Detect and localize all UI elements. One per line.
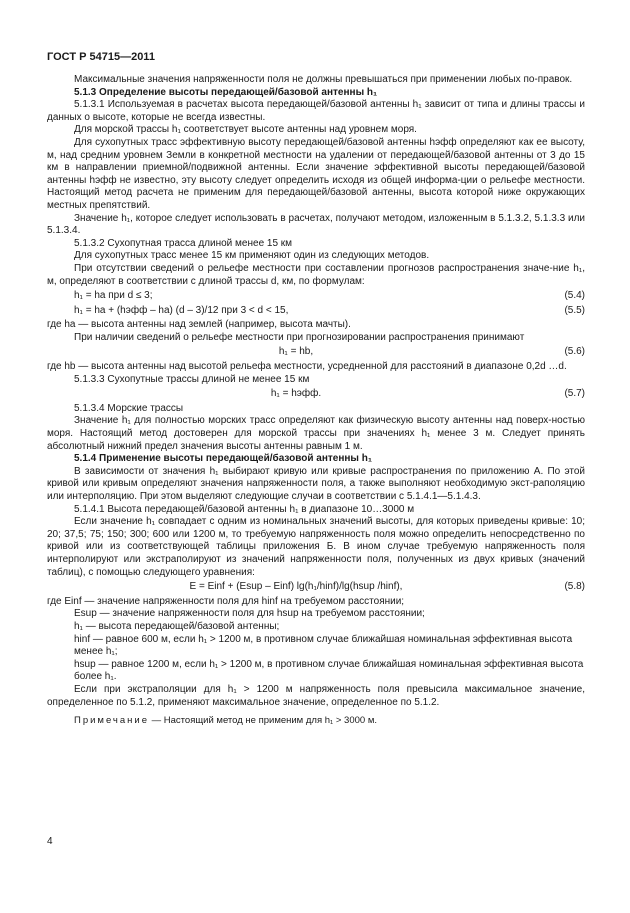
formula-row <box>47 581 585 594</box>
formula-expression: h₁ = hа + (hэфф – hа) (d – 3)/12 при 3 < d < 15, <box>74 304 289 316</box>
formula-number: (5.6) <box>564 346 585 358</box>
definition: где hа — высота антенны над землей (например, высота мачты). <box>47 319 351 331</box>
paragraph: 5.1.3.1 Используемая в расчетах высота передающей/базовой антенны h₁ зависит от типа и длины трассы и данных о высоте, которые не всегда известны. <box>47 99 585 123</box>
definition: hsup — равное 1200 м, если h₁ > 1200 м, в противном случае ближайшая номинальная эффективная высота более h₁. <box>74 658 584 683</box>
document-body <box>47 74 585 728</box>
note-text: — Настоящий метод не применим для h₁ > 3000 м. <box>151 715 377 727</box>
paragraph: Значение h₁, которое следует использовать в расчетах, получают методом, изложенным в 5.1.3.2, 5.1.3.3 или 5.1.3.4. <box>47 212 585 237</box>
formula-expression: h₁ = hэфф. <box>270 388 322 400</box>
formula-expression: E = Einf + (Esup – Einf) lg(h₁/hinf)/lg(hsup /hinf), <box>189 581 403 593</box>
formula-row <box>47 290 585 303</box>
formula-row <box>47 305 585 318</box>
paragraph: Для морской трассы h₁ соответствует высоте антенны над уровнем моря. <box>74 124 417 136</box>
subsection-title: 5.1.3.2 Сухопутная трасса длиной менее 15 км <box>74 237 293 249</box>
definition: где hb — высота антенны над высотой рельефа местности, усредненной для расстояний в диапазоне 0,2d …d. <box>47 361 567 373</box>
paragraph: При наличии сведений о рельефе местности при прогнозировании распространения принимают <box>74 331 525 343</box>
definition: Esup — значение напряженности поля для hsup на требуемом расстоянии; <box>74 608 425 620</box>
definition: hinf — равное 600 м, если h₁ > 1200 м, в противном случае ближайшая номинальная эффективная высота менее h₁; <box>74 633 573 658</box>
formula-number: (5.7) <box>564 388 585 400</box>
formula-expression: h₁ = hа при d ≤ 3; <box>74 290 153 302</box>
definitions-list <box>47 596 585 684</box>
paragraph: Для сухопутных трасс менее 15 км применяют один из следующих методов. <box>74 250 430 262</box>
section-title: 5.1.4 Применение высоты передающей/базовой антенны h₁ <box>74 453 372 465</box>
formula-row <box>47 346 585 359</box>
note <box>47 715 585 728</box>
page-number: 4 <box>47 836 53 847</box>
formula-number: (5.4) <box>564 290 585 302</box>
formula-number: (5.8) <box>564 581 585 593</box>
formula-row <box>47 388 585 401</box>
paragraph: Для сухопутных трасс эффективную высоту передающей/базовой антенны hэфф определяют как ее высоту, м, над средним уровнем Земли в конкретной местности на удалении от передающей/базовой антенны от 3 до 15 км в направлении приемной/подвижной антенны. Если значение эффективной высоты передающей/базовой антенны hэфф не известно, эту высоту следует определить исходя из общей информа-ции о рельефе местности. Настоящий метод расчета не применим для передающей/базовой антенны, высота которой ниже окружающих местных препятствий. <box>47 136 585 211</box>
paragraph: Если при экстраполяции для h₁ > 1200 м напряженность поля превысила максимальное значение, определенное по 5.1.2, применяют максимальное значение, определенное по 5.1.2. <box>47 683 585 708</box>
definition: где Einf — значение напряженности поля для hinf на требуемом расстоянии; <box>47 595 405 607</box>
subsection-title: 5.1.3.4 Морские трассы <box>74 402 184 414</box>
paragraph: Если значение h₁ совпадает с одним из номинальных значений высоты, для которых приведены кривые: 10; 20; 37,5; 75; 150; 300; 600 или 1200 м, то требуемую напряженность поля можно определить непосредственно по кривой или из соответствующей таблицы приложения Б. В ином случае требуемую напряженность поля интерполируют или экстраполируют из значений напряженности поля, полученных из двух кривых (значений таблиц), с помощью следующего уравнения: <box>47 516 585 578</box>
formula-expression: h₁ = hb, <box>278 346 314 358</box>
paragraph: При отсутствии сведений о рельефе местности при составлении прогнозов распространения значе-ние h₁, м, определяют в соответствии с длиной трассы d, км, по формулам: <box>47 262 585 287</box>
formula-number: (5.5) <box>564 304 585 316</box>
definition: h₁ — высота передающей/базовой антенны; <box>74 620 280 632</box>
note-label: Примечание <box>74 715 149 727</box>
standard-code-header: ГОСТ Р 54715—2011 <box>47 51 155 63</box>
paragraph: Максимальные значения напряженности поля не должны превышаться при применении любых по-правок. <box>74 74 573 85</box>
paragraph: Значение h₁ для полностью морских трасс определяют как физическую высоту антенны над поверх-ностью моря. Настоящий метод достоверен для морской трассы при значениях h₁ менее 3 м. Следует принять абсолютный нижний предел значения высоты антенны равным 1 м. <box>47 415 585 452</box>
section-title: 5.1.3 Определение высоты передающей/базовой антенны h₁ <box>74 86 378 98</box>
subsection-title: 5.1.4.1 Высота передающей/базовой антенны h₁ в диапазоне 10…3000 м <box>74 503 415 515</box>
subsection-title: 5.1.3.3 Сухопутные трассы длиной не менее 15 км <box>74 373 310 385</box>
paragraph: В зависимости от значения h₁ выбирают кривую или кривые распространения по приложению А. По этой кривой или кривым определяют значения напряженности поля, а также выполняют необходимую экст-раполяцию или интерполяцию. При этом выделяют следующие случаи в соответствии с 5.1.4.1—5.1.4.3. <box>47 465 585 502</box>
